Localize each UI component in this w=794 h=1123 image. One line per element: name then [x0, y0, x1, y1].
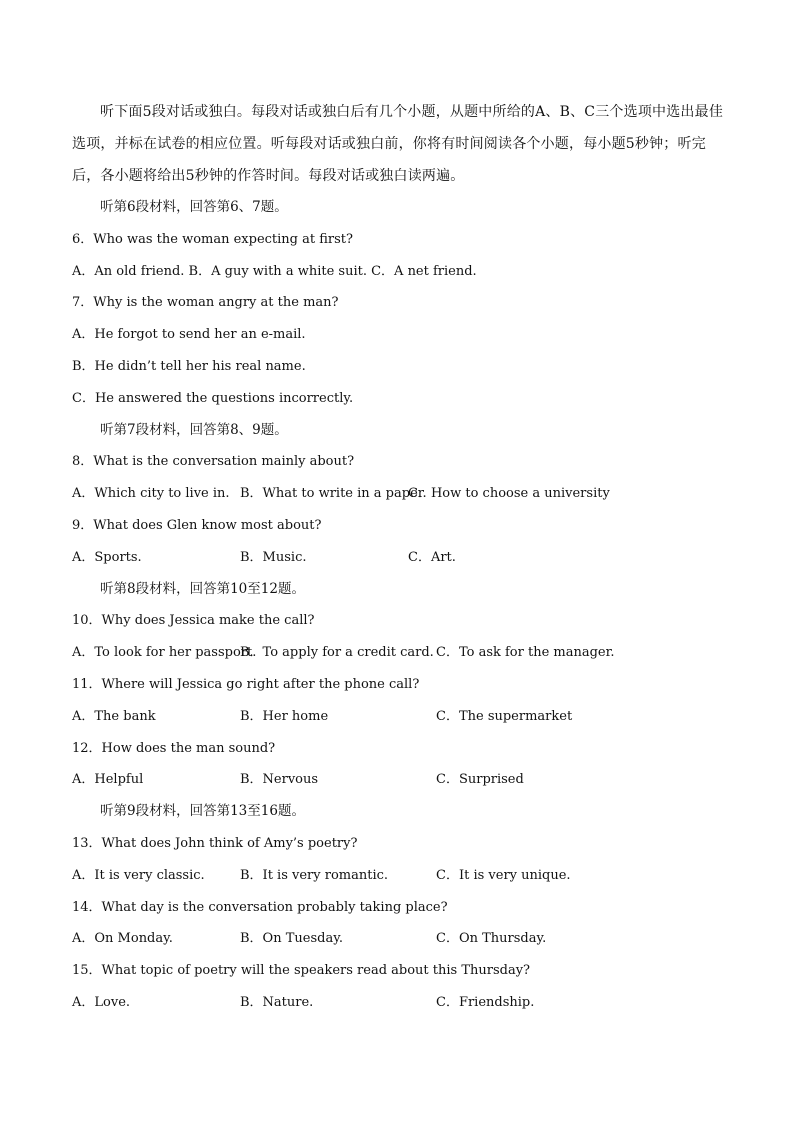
question-8: 8．What is the conversation mainly about? — [72, 454, 355, 470]
question-12-option-a: A．Helpful — [72, 772, 144, 788]
question-15-option-b: B．Nature. — [240, 994, 314, 1010]
question-11-options — [72, 701, 728, 733]
question-7-option-c: C．He answered the questions incorrectly. — [72, 390, 354, 406]
question-10-options — [72, 637, 728, 669]
question-12: 12．How does the man sound? — [72, 740, 276, 756]
question-9-option-c: C．Art. — [408, 549, 456, 565]
question-15-option-c: C．Friendship. — [436, 994, 535, 1010]
question-10: 10．Why does Jessica make the call? — [72, 613, 315, 629]
question-10-option-a: A．To look for her passport. — [72, 645, 257, 661]
question-15-option-a: A．Love. — [72, 994, 131, 1010]
question-13-option-a: A．It is very classic. — [72, 867, 205, 883]
question-10-option-b: B．To apply for a credit card. — [240, 645, 434, 661]
question-9-options — [72, 542, 728, 574]
question-14: 14．What day is the conversation probably taking place? — [72, 899, 448, 915]
question-6-options: A．An old friend. B．A guy with a white suit. C．A net friend. — [72, 263, 477, 279]
question-8-options — [72, 478, 728, 510]
question-7: 7．Why is the woman angry at the man? — [72, 295, 339, 311]
question-12-options — [72, 764, 728, 796]
question-9: 9．What does Glen know most about? — [72, 517, 322, 533]
question-12-option-c: C．Surprised — [436, 772, 524, 788]
question-13-option-b: B．It is very romantic. — [240, 867, 389, 883]
question-8-option-b: B．What to write in a paper. — [240, 486, 427, 502]
question-7-option-b: B．He didn’t tell her his real name. — [72, 358, 306, 374]
question-11: 11．Where will Jessica go right after the phone call? — [72, 676, 420, 692]
question-11-option-c: C．The supermarket — [436, 708, 573, 724]
section-6-heading: 听第6段材料，回答第6、7题。 — [100, 199, 288, 215]
question-14-option-a: A．On Monday. — [72, 931, 173, 947]
question-14-option-b: B．On Tuesday. — [240, 931, 343, 947]
question-12-option-b: B．Nervous — [240, 772, 319, 788]
section-8-heading: 听第8段材料，回答第10至12题。 — [100, 580, 305, 597]
question-13: 13．What does John think of Amy’s poetry? — [72, 835, 358, 851]
question-8-option-c: C．How to choose a university — [408, 486, 610, 502]
listening-instructions: 听下面5段对话或独白。每段对话或独白后有几个小题，从题中所给的A、B、C三个选项中选出最佳选项，并标在试卷的相应位置。听每段对话或独白前，你将有时间阅读各个小题，每小题5秒钟；听完后，各小题将给出5秒钟的作答时间。每段对话或独白读两遍。 — [72, 104, 724, 184]
question-13-options — [72, 860, 728, 892]
section-7-heading: 听第7段材料，回答第8、9题。 — [100, 421, 288, 438]
question-7-option-a: A．He forgot to send her an e-mail. — [72, 327, 306, 343]
section-9-heading: 听第9段材料，回答第13至16题。 — [100, 803, 305, 820]
question-6: 6．Who was the woman expecting at first? — [72, 231, 353, 247]
question-14-options — [72, 923, 728, 955]
question-9-option-a: A．Sports. — [72, 549, 142, 565]
question-15-options — [72, 987, 728, 1019]
question-10-option-c: C．To ask for the manager. — [436, 645, 615, 661]
question-9-option-b: B．Music. — [240, 549, 307, 565]
question-11-option-a: A．The bank — [72, 708, 156, 724]
question-15: 15．What topic of poetry will the speakers read about this Thursday? — [72, 963, 531, 979]
question-11-option-b: B．Her home — [240, 708, 329, 724]
question-13-option-c: C．It is very unique. — [436, 867, 571, 883]
question-14-option-c: C．On Thursday. — [436, 931, 547, 947]
question-8-option-a: A．Which city to live in. — [72, 486, 230, 502]
exam-page — [72, 96, 728, 1019]
